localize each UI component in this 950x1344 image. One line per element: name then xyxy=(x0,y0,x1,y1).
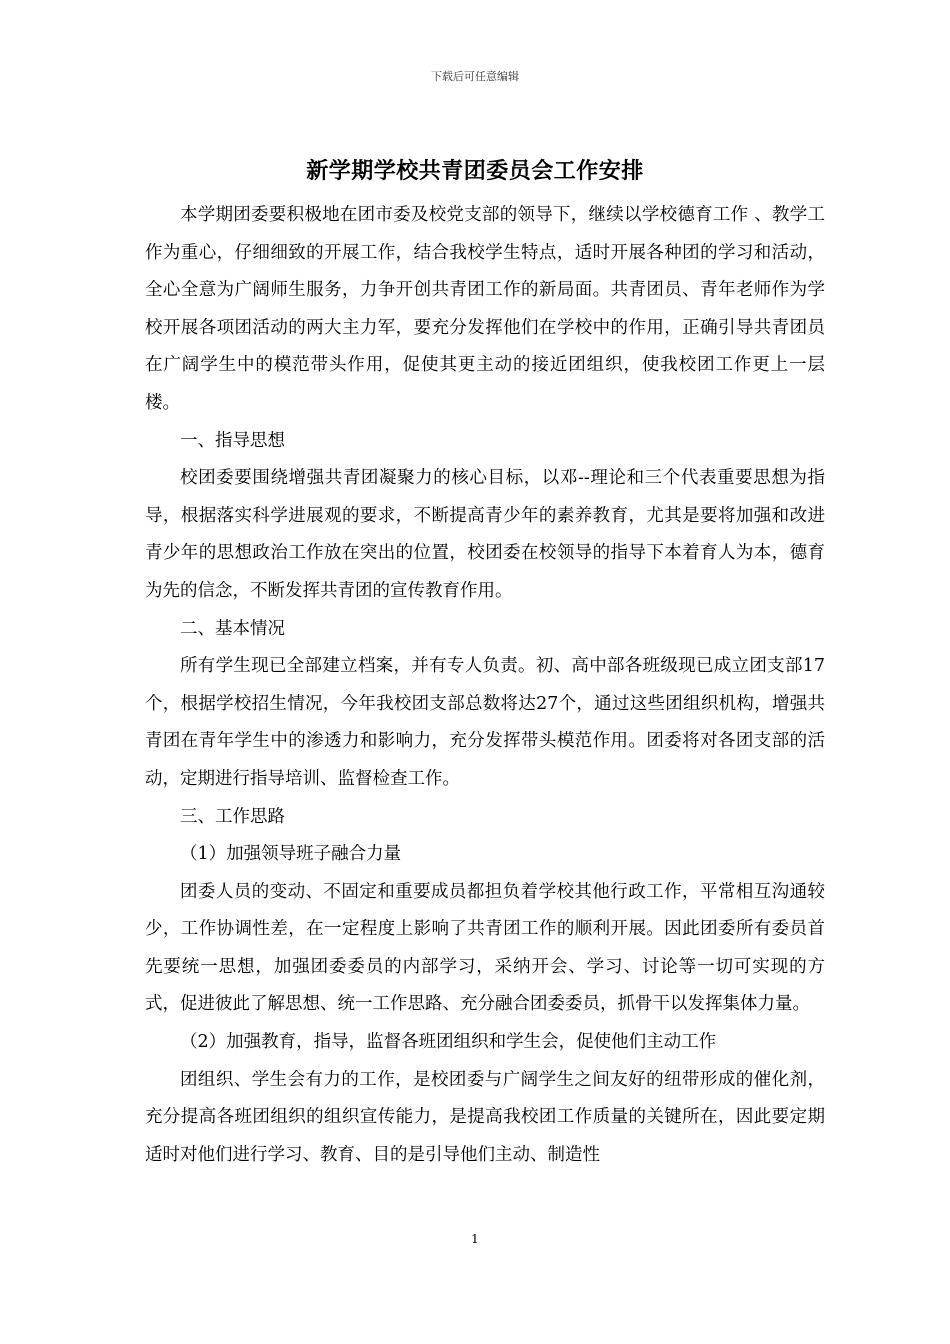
paragraph-leadership: 团委人员的变动、不固定和重要成员都担负着学校其他行政工作，平常相互沟通较少，工作协调性差，在一定程度上影响了共青团工作的顺利开展。因此团委所有委员首先要统一思想，加强团委委员的内部学习，采纳开会、学习、讨论等一切可实现的方式，促进彼此了解思想、统一工作思路、充分融合团委委员，抓骨干以发挥集体力量。 xyxy=(145,881,825,1015)
document-body xyxy=(145,197,825,1174)
subheading-education-guidance: （2）加强教育，指导，监督各班团组织和学生会，促使他们主动工作 xyxy=(180,1032,717,1053)
section-heading-basic-situation: 二、基本情况 xyxy=(180,618,285,639)
subheading-leadership: （1）加强领导班子融合力量 xyxy=(180,844,402,865)
page-number: 1 xyxy=(471,1232,479,1246)
section-heading-guiding-thought: 一、指导思想 xyxy=(180,430,285,451)
paragraph-guiding-thought: 校团委要围绕增强共青团凝聚力的核心目标，以邓--理论和三个代表重要思想为指导，根据落实科学进展观的要求，不断提高青少年的素养教育，尤其是要将加强和改进青少年的思想政治工作放在突出的位置，校团委在校领导的指导下本着育人为本，德育为先的信念，不断发挥共青团的宣传教育作用。 xyxy=(145,468,825,601)
document-title: 新学期学校共青团委员会工作安排 xyxy=(306,158,644,184)
section-heading-work-approach: 三、工作思路 xyxy=(180,806,285,827)
paragraph-intro: 本学期团委要积极地在团市委及校党支部的领导下，继续以学校德育工作 、教学工作为重心，仔细细致的开展工作，结合我校学生特点，适时开展各种团的学习和活动，全心全意为广阔师生服务，力争开创共青团工作的新局面。共青团员、青年老师作为学校开展各项团活动的两大主力军，要充分发挥他们在学校中的作用，正确引导共青团员在广阔学生中的模范带头作用，促使其更主动的接近团组织，使我校团工作更上一层楼。 xyxy=(145,205,825,413)
paragraph-education-guidance: 团组织、学生会有力的工作，是校团委与广阔学生之间友好的纽带形成的催化剂，充分提高各班团组织的组织宣传能力，是提高我校团工作质量的关键所在，因此要定期适时对他们进行学习、教育、目的是引导他们主动、制造性 xyxy=(145,1069,825,1165)
paragraph-basic-situation: 所有学生现已全部建立档案，并有专人负责。初、高中部各班级现已成立团支部17个，根据学校招生情况，今年我校团支部总数将达27个，通过这些团组织机构，增强共青团在青年学生中的渗透力和影响力，充分发挥带头模范作用。团委将对各团支部的活动，定期进行指导培训、监督检查工作。 xyxy=(145,656,825,789)
header-note: 下载后可任意编辑 xyxy=(431,70,519,83)
